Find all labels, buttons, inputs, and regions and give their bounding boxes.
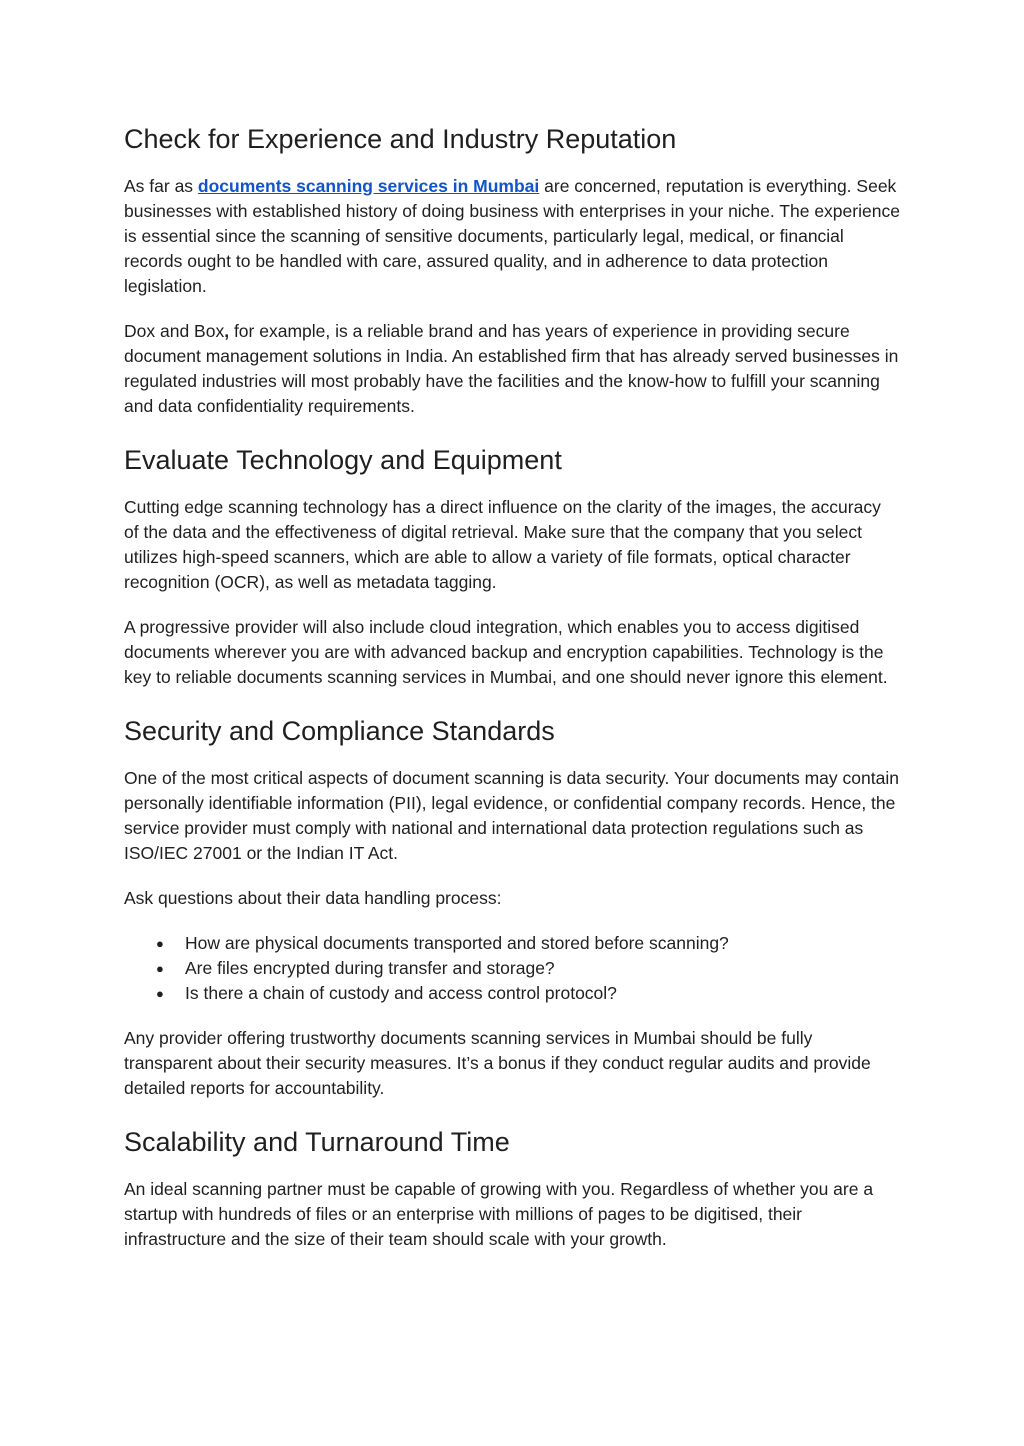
list-item [124,931,900,956]
paragraph-text: As far as [124,176,198,196]
paragraph: One of the most critical aspects of document scanning is data security. Your documents may contain personally identifiable information (PII), legal evidence, or confidential company records. Hence, the service provider must comply with national and international data protection regulations such as ISO/IEC 27001 or the Indian IT Act. [124,768,899,863]
question-list [124,931,900,1006]
section-heading: Security and Compliance Standards [124,716,555,746]
list-item [124,981,900,1006]
paragraph [124,174,900,299]
list-item [124,956,900,981]
bullet-icon: ● [156,936,164,951]
section-security-compliance [124,710,900,1101]
paragraph [124,319,900,419]
section-experience-reputation [124,118,900,419]
paragraph-text: for example, is a reliable brand and has years of experience in providing secure document management solutions in India. An established firm that has already served businesses in regulated industries will most probably have the facilities and the know-how to fulfill your scanning and data confidentiality requirements. [124,321,899,416]
documents-scanning-link[interactable]: documents scanning services in Mumbai [197,176,540,196]
paragraph: Cutting edge scanning technology has a direct influence on the clarity of the images, the accuracy of the data and the effectiveness of digital retrieval. Make sure that the company that you select utilizes high-speed scanners, which are able to allow a variety of file formats, optical character recognition (OCR), as well as metadata tagging. [124,497,881,592]
paragraph: An ideal scanning partner must be capable of growing with you. Regardless of whether you are a startup with hundreds of files or an enterprise with millions of pages to be digitised, their infrastructure and the size of their team should scale with your growth. [124,1179,874,1249]
paragraph: A progressive provider will also include cloud integration, which enables you to access digitised documents wherever you are with advanced backup and encryption capabilities. Technology is the key to reliable documents scanning services in Mumbai, and one should never ignore this element. [124,617,888,687]
paragraph: Ask questions about their data handling process: [124,888,502,908]
paragraph-text: are concerned, reputation is everything. Seek businesses with established history of doing business with enterprises in your niche. The experience is essential since the scanning of sensitive documents, particularly legal, medical, or financial records ought to be handled with care, assured quality, and in adherence to data protection legislation. [124,176,900,296]
section-heading: Check for Experience and Industry Reputation [124,124,677,154]
list-item-text: How are physical documents transported and stored before scanning? [185,933,729,953]
section-technology-equipment [124,439,900,690]
paragraph: Any provider offering trustworthy documents scanning services in Mumbai should be fully transparent about their security measures. It’s a bonus if they conduct regular audits and provide detailed reports for accountability. [124,1028,871,1098]
list-item-text: Is there a chain of custody and access control protocol? [185,983,617,1003]
bullet-icon: ● [156,986,164,1001]
section-heading: Scalability and Turnaround Time [124,1127,510,1157]
bullet-icon: ● [156,961,164,976]
bold-comma: , [224,321,230,341]
list-item-text: Are files encrypted during transfer and storage? [185,958,555,978]
document-page [124,118,900,1272]
section-heading: Evaluate Technology and Equipment [124,445,562,475]
paragraph-text: Dox and Box [124,321,225,341]
section-scalability-turnaround [124,1121,900,1252]
